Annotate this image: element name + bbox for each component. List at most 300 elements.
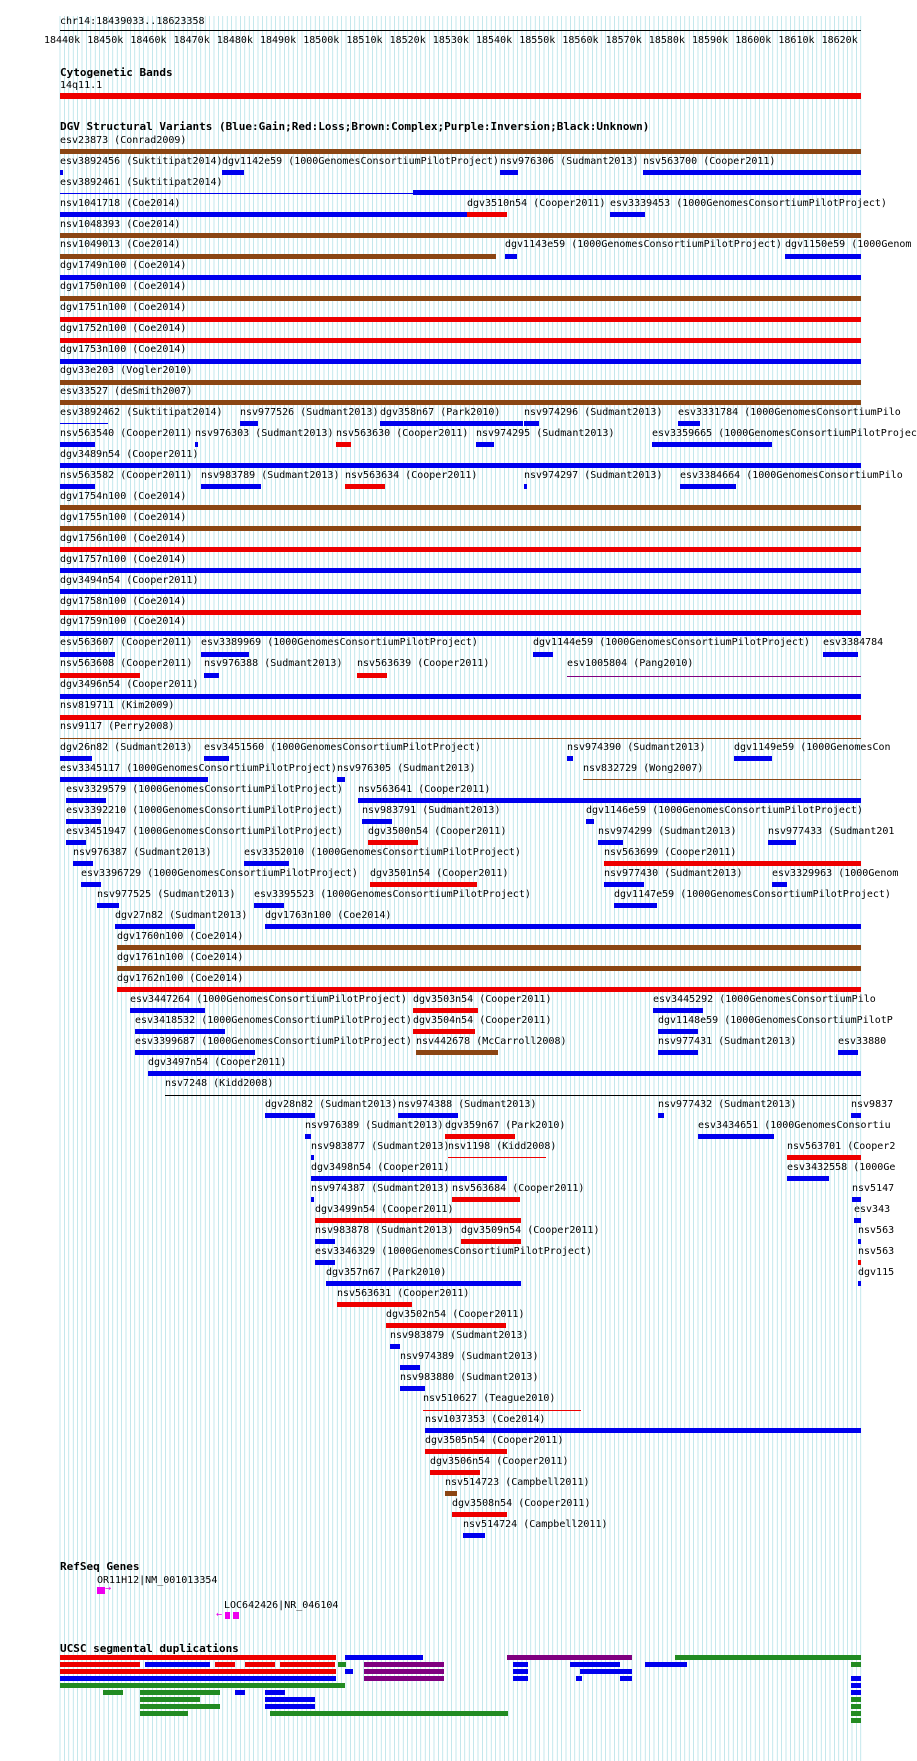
variant-feature-gain[interactable] bbox=[73, 861, 93, 866]
variant-feature-gain[interactable] bbox=[326, 1281, 521, 1286]
variant-label[interactable]: nsv974387 (Sudmant2013) bbox=[311, 1183, 450, 1194]
variant-feature-loss[interactable] bbox=[336, 442, 351, 447]
variant-feature-gain[interactable] bbox=[852, 1197, 861, 1202]
variant-label[interactable]: nsv983878 (Sudmant2013) bbox=[315, 1225, 454, 1236]
variant-feature-gain[interactable] bbox=[195, 442, 198, 447]
variant-label[interactable]: esv23873 (Conrad2009) bbox=[60, 135, 187, 146]
variant-feature-gain[interactable] bbox=[204, 673, 219, 678]
variant-feature-gain[interactable] bbox=[240, 421, 258, 426]
variant-feature-gain[interactable] bbox=[265, 1113, 315, 1118]
variant-label[interactable]: dgv115 bbox=[858, 1267, 895, 1278]
variant-label[interactable]: nsv563684 (Cooper2011) bbox=[452, 1183, 585, 1194]
variant-label[interactable]: nsv563699 (Cooper2011) bbox=[604, 847, 737, 858]
segdup-feature[interactable] bbox=[140, 1704, 220, 1709]
variant-label[interactable]: nsv563630 (Cooper2011) bbox=[336, 428, 469, 439]
variant-feature-gain[interactable] bbox=[60, 777, 208, 782]
variant-label[interactable]: dgv1148e59 (1000GenomesConsortiumPilotP bbox=[658, 1015, 893, 1026]
variant-label[interactable]: dgv359n67 (Park2010) bbox=[445, 1120, 566, 1131]
variant-label[interactable]: esv3352010 (1000GenomesConsortiumPilotProject) bbox=[244, 847, 521, 858]
variant-label[interactable]: esv3329579 (1000GenomesConsortiumPilotProject) bbox=[66, 784, 343, 795]
variant-label[interactable]: esv3451560 (1000GenomesConsortiumPilotProject) bbox=[204, 742, 481, 753]
variant-feature-gain[interactable] bbox=[851, 1113, 861, 1118]
variant-feature-gain[interactable] bbox=[658, 1113, 664, 1118]
variant-feature-loss[interactable] bbox=[413, 1008, 478, 1013]
variant-feature-inversion[interactable] bbox=[567, 676, 861, 677]
variant-feature-complex[interactable] bbox=[60, 296, 861, 301]
variant-label[interactable]: esv3346329 (1000GenomesConsortiumPilotProject) bbox=[315, 1246, 592, 1257]
variant-label[interactable]: nsv563700 (Cooper2011) bbox=[643, 156, 776, 167]
variant-label[interactable]: nsv563634 (Cooper2011) bbox=[345, 470, 478, 481]
variant-label[interactable]: dgv358n67 (Park2010) bbox=[380, 407, 501, 418]
variant-feature-gain[interactable] bbox=[66, 840, 86, 845]
variant-feature-complex[interactable] bbox=[60, 149, 861, 154]
variant-label[interactable]: nsv1198 (Kidd2008) bbox=[448, 1141, 557, 1152]
variant-feature-gain[interactable] bbox=[652, 442, 772, 447]
variant-feature-gain[interactable] bbox=[81, 882, 101, 887]
variant-label[interactable]: dgv3508n54 (Cooper2011) bbox=[452, 1498, 591, 1509]
variant-feature-gain[interactable] bbox=[135, 1050, 255, 1055]
variant-label[interactable]: nsv563540 (Cooper2011) bbox=[60, 428, 193, 439]
segdup-feature[interactable] bbox=[620, 1669, 632, 1674]
variant-label[interactable]: dgv3510n54 (Cooper2011) bbox=[467, 198, 606, 209]
variant-label[interactable]: nsv9117 (Perry2008) bbox=[60, 721, 175, 732]
variant-feature-gain[interactable] bbox=[678, 421, 700, 426]
variant-feature-gain[interactable] bbox=[398, 1113, 458, 1118]
variant-feature-gain[interactable] bbox=[358, 798, 861, 803]
variant-feature-gain[interactable] bbox=[425, 1428, 861, 1433]
variant-feature-gain[interactable] bbox=[734, 756, 772, 761]
variant-feature-gain[interactable] bbox=[390, 1344, 400, 1349]
segdup-feature[interactable] bbox=[103, 1690, 123, 1695]
gene-feature-loc642426[interactable] bbox=[233, 1612, 239, 1619]
variant-label[interactable]: dgv3497n54 (Cooper2011) bbox=[148, 1057, 287, 1068]
variant-label[interactable]: esv3389969 (1000GenomesConsortiumPilotProject) bbox=[201, 637, 478, 648]
variant-feature-complex[interactable] bbox=[60, 526, 861, 531]
variant-label[interactable]: nsv563 bbox=[858, 1225, 895, 1236]
variant-label[interactable]: dgv357n67 (Park2010) bbox=[326, 1267, 447, 1278]
variant-feature-gain[interactable] bbox=[60, 756, 92, 761]
variant-label[interactable]: dgv1750n100 (Coe2014) bbox=[60, 281, 187, 292]
variant-label[interactable]: dgv3500n54 (Cooper2011) bbox=[368, 826, 507, 837]
segdup-feature[interactable] bbox=[851, 1683, 861, 1688]
variant-label[interactable]: dgv1753n100 (Coe2014) bbox=[60, 344, 187, 355]
variant-label[interactable]: dgv1763n100 (Coe2014) bbox=[265, 910, 392, 921]
variant-feature-gain[interactable] bbox=[653, 1008, 703, 1013]
variant-label[interactable]: nsv976388 (Sudmant2013) bbox=[204, 658, 343, 669]
variant-label[interactable]: esv3359665 (1000GenomesConsortiumPilotProjec bbox=[652, 428, 917, 439]
variant-feature-loss[interactable] bbox=[315, 1218, 521, 1223]
variant-feature-loss[interactable] bbox=[386, 1323, 506, 1328]
segdup-feature[interactable] bbox=[60, 1683, 345, 1688]
variant-feature-gain[interactable] bbox=[60, 423, 108, 424]
variant-feature-gain[interactable] bbox=[265, 924, 861, 929]
variant-feature-gain[interactable] bbox=[315, 1239, 335, 1244]
variant-label[interactable]: dgv1760n100 (Coe2014) bbox=[117, 931, 244, 942]
variant-feature-loss[interactable] bbox=[60, 317, 861, 322]
variant-label[interactable]: nsv974297 (Sudmant2013) bbox=[524, 470, 663, 481]
dgv-track-title[interactable]: DGV Structural Variants (Blue:Gain;Red:Loss;Brown:Complex;Purple:Inversion;Black:Unknown) bbox=[60, 120, 650, 133]
variant-label[interactable]: nsv514724 (Campbell2011) bbox=[463, 1519, 608, 1530]
variant-label[interactable]: nsv1037353 (Coe2014) bbox=[425, 1414, 546, 1425]
variant-label[interactable]: nsv974390 (Sudmant2013) bbox=[567, 742, 706, 753]
variant-label[interactable]: esv3892461 (Suktitipat2014) bbox=[60, 177, 223, 188]
variant-feature-gain[interactable] bbox=[362, 819, 392, 824]
variant-feature-complex[interactable] bbox=[416, 1050, 498, 1055]
variant-feature-gain[interactable] bbox=[66, 798, 106, 803]
variant-feature-gain[interactable] bbox=[400, 1386, 425, 1391]
variant-label[interactable]: esv3434651 (1000GenomesConsortiu bbox=[698, 1120, 891, 1131]
variant-label[interactable]: dgv1144e59 (1000GenomesConsortiumPilotProject) bbox=[533, 637, 810, 648]
variant-feature-loss[interactable] bbox=[413, 1029, 475, 1034]
variant-feature-gain[interactable] bbox=[604, 882, 644, 887]
variant-label[interactable]: nsv976306 (Sudmant2013) bbox=[500, 156, 639, 167]
variant-label[interactable]: nsv442678 (McCarroll2008) bbox=[416, 1036, 567, 1047]
variant-label[interactable]: nsv974296 (Sudmant2013) bbox=[524, 407, 663, 418]
variant-feature-gain[interactable] bbox=[838, 1050, 858, 1055]
variant-label[interactable]: esv3392210 (1000GenomesConsortiumPilotProject) bbox=[66, 805, 343, 816]
variant-label[interactable]: dgv1754n100 (Coe2014) bbox=[60, 491, 187, 502]
variant-label[interactable]: dgv3504n54 (Cooper2011) bbox=[413, 1015, 552, 1026]
variant-label[interactable]: esv3892462 (Suktitipat2014) bbox=[60, 407, 223, 418]
variant-label[interactable]: nsv983880 (Sudmant2013) bbox=[400, 1372, 539, 1383]
variant-label[interactable]: esv3892456 (Suktitipat2014) bbox=[60, 156, 223, 167]
segdup-feature[interactable] bbox=[513, 1662, 528, 1667]
variant-label[interactable]: nsv563608 (Cooper2011) bbox=[60, 658, 193, 669]
variant-feature-complex[interactable] bbox=[60, 233, 861, 238]
variant-label[interactable]: nsv983789 (Sudmant2013) bbox=[201, 470, 340, 481]
variant-feature-gain[interactable] bbox=[60, 275, 861, 280]
variant-feature-loss[interactable] bbox=[368, 840, 418, 845]
segdup-feature[interactable] bbox=[140, 1711, 188, 1716]
variant-feature-gain[interactable] bbox=[60, 193, 413, 194]
variant-feature-gain[interactable] bbox=[658, 1050, 698, 1055]
variant-label[interactable]: nsv976389 (Sudmant2013) bbox=[305, 1120, 444, 1131]
variant-label[interactable]: dgv3499n54 (Cooper2011) bbox=[315, 1204, 454, 1215]
variant-feature-gain[interactable] bbox=[60, 359, 861, 364]
variant-feature-loss[interactable] bbox=[461, 1239, 521, 1244]
variant-label[interactable]: nsv563 bbox=[858, 1246, 895, 1257]
variant-feature-loss[interactable] bbox=[452, 1197, 520, 1202]
variant-label[interactable]: esv3432558 (1000Ge bbox=[787, 1162, 896, 1173]
variant-feature-gain[interactable] bbox=[787, 1176, 829, 1181]
segdup-feature[interactable] bbox=[265, 1690, 285, 1695]
variant-label[interactable]: nsv563701 (Cooper2 bbox=[787, 1141, 896, 1152]
variant-label[interactable]: esv3447264 (1000GenomesConsortiumPilotProject) bbox=[130, 994, 407, 1005]
segdup-feature[interactable] bbox=[851, 1711, 861, 1716]
segdup-feature[interactable] bbox=[620, 1676, 632, 1681]
variant-label[interactable]: nsv983879 (Sudmant2013) bbox=[390, 1330, 529, 1341]
variant-feature-gain[interactable] bbox=[135, 1029, 225, 1034]
variant-label[interactable]: esv3384664 (1000GenomesConsortiumPilo bbox=[680, 470, 903, 481]
variant-feature-gain[interactable] bbox=[586, 819, 594, 824]
segdup-feature[interactable] bbox=[851, 1690, 861, 1695]
variant-label[interactable]: nsv977431 (Sudmant2013) bbox=[658, 1036, 797, 1047]
variant-label[interactable]: dgv1758n100 (Coe2014) bbox=[60, 596, 187, 607]
variant-label[interactable]: esv1005804 (Pang2010) bbox=[567, 658, 694, 669]
variant-feature-gain[interactable] bbox=[60, 442, 95, 447]
segdup-feature[interactable] bbox=[60, 1662, 140, 1667]
variant-label[interactable]: nsv976305 (Sudmant2013) bbox=[337, 763, 476, 774]
variant-label[interactable]: esv3339453 (1000GenomesConsortiumPilotProject) bbox=[610, 198, 887, 209]
variant-feature-gain[interactable] bbox=[254, 903, 284, 908]
variant-label[interactable]: dgv1752n100 (Coe2014) bbox=[60, 323, 187, 334]
segdup-feature[interactable] bbox=[140, 1697, 200, 1702]
variant-feature-gain[interactable] bbox=[698, 1134, 774, 1139]
variant-feature-loss[interactable] bbox=[430, 1470, 480, 1475]
variant-label[interactable]: nsv977432 (Sudmant2013) bbox=[658, 1099, 797, 1110]
variant-label[interactable]: nsv1048393 (Coe2014) bbox=[60, 219, 181, 230]
variant-label[interactable]: dgv3496n54 (Cooper2011) bbox=[60, 679, 199, 690]
gene-label[interactable]: LOC642426|NR_046104 bbox=[224, 1600, 339, 1611]
variant-feature-gain[interactable] bbox=[311, 1176, 507, 1181]
variant-feature-gain[interactable] bbox=[115, 924, 195, 929]
variant-label[interactable]: dgv1143e59 (1000GenomesConsortiumPilotProject) bbox=[505, 239, 782, 250]
variant-feature-loss[interactable] bbox=[345, 484, 385, 489]
variant-label[interactable]: dgv3505n54 (Cooper2011) bbox=[425, 1435, 564, 1446]
segdup-feature[interactable] bbox=[851, 1662, 861, 1667]
segdup-track-title[interactable]: UCSC segmental duplications bbox=[60, 1642, 239, 1655]
variant-feature-gain[interactable] bbox=[772, 882, 787, 887]
variant-feature-loss[interactable] bbox=[60, 610, 861, 615]
variant-label[interactable]: dgv1149e59 (1000GenomesCon bbox=[734, 742, 891, 753]
variant-feature-gain[interactable] bbox=[60, 631, 861, 636]
gene-label[interactable]: OR11H12|NM_001013354 bbox=[97, 1575, 218, 1586]
variant-feature-gain[interactable] bbox=[598, 840, 623, 845]
variant-label[interactable]: nsv510627 (Teague2010) bbox=[423, 1393, 556, 1404]
variant-label[interactable]: nsv977526 (Sudmant2013) bbox=[240, 407, 379, 418]
variant-feature-gain[interactable] bbox=[222, 170, 244, 175]
variant-feature-gain[interactable] bbox=[768, 840, 796, 845]
segdup-feature[interactable] bbox=[215, 1662, 235, 1667]
variant-feature-complex[interactable] bbox=[117, 966, 861, 971]
variant-label[interactable]: esv3345117 (1000GenomesConsortiumPilotProject) bbox=[60, 763, 337, 774]
variant-feature-gain[interactable] bbox=[60, 652, 115, 657]
variant-label[interactable]: dgv3502n54 (Cooper2011) bbox=[386, 1309, 525, 1320]
variant-label[interactable]: esv3396729 (1000GenomesConsortiumPilotProject) bbox=[81, 868, 358, 879]
variant-feature-gain[interactable] bbox=[66, 819, 101, 824]
variant-feature-gain[interactable] bbox=[201, 652, 249, 657]
variant-feature-gain[interactable] bbox=[60, 212, 467, 217]
gene-feature-loc642426[interactable] bbox=[225, 1612, 230, 1619]
variant-label[interactable]: dgv3494n54 (Cooper2011) bbox=[60, 575, 199, 586]
variant-feature-loss[interactable] bbox=[60, 715, 861, 720]
variant-label[interactable]: nsv832729 (Wong2007) bbox=[583, 763, 704, 774]
variant-label[interactable]: nsv977525 (Sudmant2013) bbox=[97, 889, 236, 900]
variant-label[interactable]: dgv3501n54 (Cooper2011) bbox=[370, 868, 509, 879]
variant-label[interactable]: dgv1751n100 (Coe2014) bbox=[60, 302, 187, 313]
variant-label[interactable]: dgv27n82 (Sudmant2013) bbox=[115, 910, 248, 921]
variant-label[interactable]: nsv514723 (Campbell2011) bbox=[445, 1477, 590, 1488]
variant-feature-gain[interactable] bbox=[858, 1281, 861, 1286]
variant-label[interactable]: dgv3498n54 (Cooper2011) bbox=[311, 1162, 450, 1173]
variant-feature-gain[interactable] bbox=[680, 484, 736, 489]
segdup-feature[interactable] bbox=[576, 1676, 582, 1681]
variant-label[interactable]: nsv977430 (Sudmant2013) bbox=[604, 868, 743, 879]
segdup-feature[interactable] bbox=[851, 1718, 861, 1723]
variant-label[interactable]: dgv1761n100 (Coe2014) bbox=[117, 952, 244, 963]
variant-label[interactable]: dgv3503n54 (Cooper2011) bbox=[413, 994, 552, 1005]
segdup-feature[interactable] bbox=[270, 1711, 508, 1716]
segdup-feature[interactable] bbox=[60, 1669, 336, 1674]
variant-label[interactable]: esv3399687 (1000GenomesConsortiumPilotProject) bbox=[135, 1036, 412, 1047]
variant-label[interactable]: dgv1762n100 (Coe2014) bbox=[117, 973, 244, 984]
variant-feature-gain[interactable] bbox=[60, 463, 861, 468]
segdup-feature[interactable] bbox=[140, 1690, 220, 1695]
variant-label[interactable]: nsv976387 (Sudmant2013) bbox=[73, 847, 212, 858]
segdup-feature[interactable] bbox=[851, 1704, 861, 1709]
variant-feature-gain[interactable] bbox=[244, 861, 289, 866]
variant-feature-gain[interactable] bbox=[524, 484, 527, 489]
variant-label[interactable]: dgv1756n100 (Coe2014) bbox=[60, 533, 187, 544]
variant-label[interactable]: nsv974295 (Sudmant2013) bbox=[476, 428, 615, 439]
variant-feature-complex[interactable] bbox=[60, 738, 861, 739]
variant-label[interactable]: dgv1150e59 (1000Genom bbox=[785, 239, 912, 250]
variant-label[interactable]: esv3384784 bbox=[823, 637, 884, 648]
variant-label[interactable]: dgv1749n100 (Coe2014) bbox=[60, 260, 187, 271]
variant-label[interactable]: dgv3509n54 (Cooper2011) bbox=[461, 1225, 600, 1236]
variant-label[interactable]: nsv819711 (Kim2009) bbox=[60, 700, 175, 711]
variant-feature-gain[interactable] bbox=[148, 1071, 861, 1076]
segdup-feature[interactable] bbox=[513, 1669, 528, 1674]
variant-feature-gain[interactable] bbox=[201, 484, 261, 489]
segdup-feature[interactable] bbox=[364, 1662, 444, 1667]
variant-feature-complex[interactable] bbox=[60, 380, 861, 385]
variant-label[interactable]: dgv3506n54 (Cooper2011) bbox=[430, 1456, 569, 1467]
variant-label[interactable]: nsv563639 (Cooper2011) bbox=[357, 658, 490, 669]
variant-label[interactable]: dgv1147e59 (1000GenomesConsortiumPilotProject) bbox=[614, 889, 891, 900]
variant-feature-loss[interactable] bbox=[337, 1302, 412, 1307]
variant-label[interactable]: nsv974299 (Sudmant2013) bbox=[598, 826, 737, 837]
variant-label[interactable]: dgv1759n100 (Coe2014) bbox=[60, 616, 187, 627]
variant-label[interactable]: esv33527 (deSmith2007) bbox=[60, 386, 193, 397]
variant-feature-gain[interactable] bbox=[97, 903, 119, 908]
variant-feature-gain[interactable] bbox=[315, 1260, 335, 1265]
variant-feature-gain[interactable] bbox=[614, 903, 657, 908]
variant-feature-complex[interactable] bbox=[117, 945, 861, 950]
variant-feature-gain[interactable] bbox=[524, 421, 539, 426]
segdup-feature[interactable] bbox=[507, 1655, 632, 1660]
variant-feature-loss[interactable] bbox=[117, 987, 861, 992]
variant-label[interactable]: esv3445292 (1000GenomesConsortiumPilo bbox=[653, 994, 876, 1005]
variant-feature-loss[interactable] bbox=[858, 1260, 861, 1265]
variant-label[interactable]: esv3451947 (1000GenomesConsortiumPilotProject) bbox=[66, 826, 343, 837]
segdup-feature[interactable] bbox=[645, 1662, 687, 1667]
variant-feature-gain[interactable] bbox=[60, 568, 861, 573]
variant-label[interactable]: dgv28n82 (Sudmant2013) bbox=[265, 1099, 398, 1110]
variant-feature-gain[interactable] bbox=[858, 1239, 861, 1244]
variant-feature-gain[interactable] bbox=[311, 1155, 314, 1160]
variant-feature-complex[interactable] bbox=[60, 400, 861, 405]
segdup-feature[interactable] bbox=[265, 1697, 315, 1702]
variant-feature-loss[interactable] bbox=[60, 338, 861, 343]
variant-feature-loss[interactable] bbox=[467, 212, 507, 217]
variant-label[interactable]: nsv563582 (Cooper2011) bbox=[60, 470, 193, 481]
segdup-feature[interactable] bbox=[60, 1676, 336, 1681]
variant-label[interactable]: esv3331784 (1000GenomesConsortiumPilo bbox=[678, 407, 901, 418]
variant-label[interactable]: nsv1041718 (Coe2014) bbox=[60, 198, 181, 209]
variant-feature-gain[interactable] bbox=[500, 170, 518, 175]
variant-label[interactable]: nsv983791 (Sudmant2013) bbox=[362, 805, 501, 816]
segdup-feature[interactable] bbox=[245, 1662, 275, 1667]
variant-feature-loss[interactable] bbox=[787, 1155, 861, 1160]
variant-label[interactable]: dgv26n82 (Sudmant2013) bbox=[60, 742, 193, 753]
variant-feature-loss[interactable] bbox=[445, 1134, 515, 1139]
variant-label[interactable]: dgv3489n54 (Cooper2011) bbox=[60, 449, 199, 460]
variant-feature-gain[interactable] bbox=[785, 254, 861, 259]
variant-feature-gain[interactable] bbox=[533, 652, 553, 657]
variant-feature-complex[interactable] bbox=[60, 505, 861, 510]
variant-feature-complex[interactable] bbox=[583, 779, 861, 780]
variant-feature-loss[interactable] bbox=[60, 547, 861, 552]
cytoband-bar[interactable] bbox=[60, 93, 861, 99]
variant-feature-loss[interactable] bbox=[60, 673, 140, 678]
variant-label[interactable]: nsv1049013 (Coe2014) bbox=[60, 239, 181, 250]
variant-label[interactable]: dgv1757n100 (Coe2014) bbox=[60, 554, 187, 565]
variant-feature-loss[interactable] bbox=[370, 882, 477, 887]
cytoband-track-title[interactable]: Cytogenetic Bands bbox=[60, 66, 173, 79]
variant-label[interactable]: esv3418532 (1000GenomesConsortiumPilotProject) bbox=[135, 1015, 412, 1026]
variant-feature-gain[interactable] bbox=[204, 756, 229, 761]
variant-label[interactable]: esv343 bbox=[854, 1204, 891, 1215]
segdup-feature[interactable] bbox=[145, 1662, 210, 1667]
variant-feature-gain[interactable] bbox=[400, 1365, 420, 1370]
variant-feature-gain[interactable] bbox=[463, 1533, 485, 1538]
variant-feature-gain[interactable] bbox=[854, 1218, 861, 1223]
variant-label[interactable]: nsv7248 (Kidd2008) bbox=[165, 1078, 274, 1089]
segdup-feature[interactable] bbox=[265, 1704, 315, 1709]
variant-feature-gain[interactable] bbox=[658, 1029, 698, 1034]
variant-label[interactable]: nsv9837 bbox=[851, 1099, 894, 1110]
segdup-feature[interactable] bbox=[364, 1676, 444, 1681]
variant-label[interactable]: nsv563641 (Cooper2011) bbox=[358, 784, 491, 795]
variant-feature-gain[interactable] bbox=[60, 484, 95, 489]
variant-feature-gain[interactable] bbox=[610, 212, 645, 217]
variant-feature-gain[interactable] bbox=[505, 254, 517, 259]
variant-feature-gain[interactable] bbox=[60, 589, 861, 594]
variant-feature-gain[interactable] bbox=[60, 694, 861, 699]
variant-feature-loss[interactable] bbox=[604, 861, 861, 866]
variant-feature-gain[interactable] bbox=[823, 652, 858, 657]
segdup-feature[interactable] bbox=[60, 1655, 336, 1660]
variant-label[interactable]: dgv1146e59 (1000GenomesConsortiumPilotProject) bbox=[586, 805, 863, 816]
segdup-feature[interactable] bbox=[513, 1676, 528, 1681]
variant-feature-gain[interactable] bbox=[380, 421, 523, 426]
variant-label[interactable]: esv33880 bbox=[838, 1036, 887, 1047]
variant-label[interactable]: nsv974388 (Sudmant2013) bbox=[398, 1099, 537, 1110]
variant-feature-gain[interactable] bbox=[567, 756, 573, 761]
variant-feature-gain[interactable] bbox=[130, 1008, 205, 1013]
gene-feature-or11h12[interactable] bbox=[97, 1587, 105, 1594]
variant-feature-gain[interactable] bbox=[413, 190, 861, 195]
segdup-feature[interactable] bbox=[364, 1669, 444, 1674]
variant-label[interactable]: nsv983877 (Sudmant2013) bbox=[311, 1141, 450, 1152]
variant-label[interactable]: esv3329963 (1000Genom bbox=[772, 868, 899, 879]
segdup-feature[interactable] bbox=[345, 1669, 353, 1674]
segdup-feature[interactable] bbox=[235, 1690, 245, 1695]
segdup-feature[interactable] bbox=[851, 1676, 861, 1681]
variant-feature-gain[interactable] bbox=[337, 777, 345, 782]
variant-label[interactable]: dgv1755n100 (Coe2014) bbox=[60, 512, 187, 523]
variant-feature-complex[interactable] bbox=[60, 254, 496, 259]
refseq-track-title[interactable]: RefSeq Genes bbox=[60, 1560, 140, 1573]
segdup-feature[interactable] bbox=[570, 1662, 620, 1667]
variant-feature-gain[interactable] bbox=[476, 442, 494, 447]
variant-label[interactable]: nsv976303 (Sudmant2013) bbox=[195, 428, 334, 439]
variant-label[interactable]: esv3395523 (1000GenomesConsortiumPilotProject) bbox=[254, 889, 531, 900]
variant-feature-loss[interactable] bbox=[448, 1157, 546, 1158]
variant-label[interactable]: dgv33e203 (Vogler2010) bbox=[60, 365, 193, 376]
variant-feature-unknown[interactable] bbox=[165, 1095, 861, 1096]
